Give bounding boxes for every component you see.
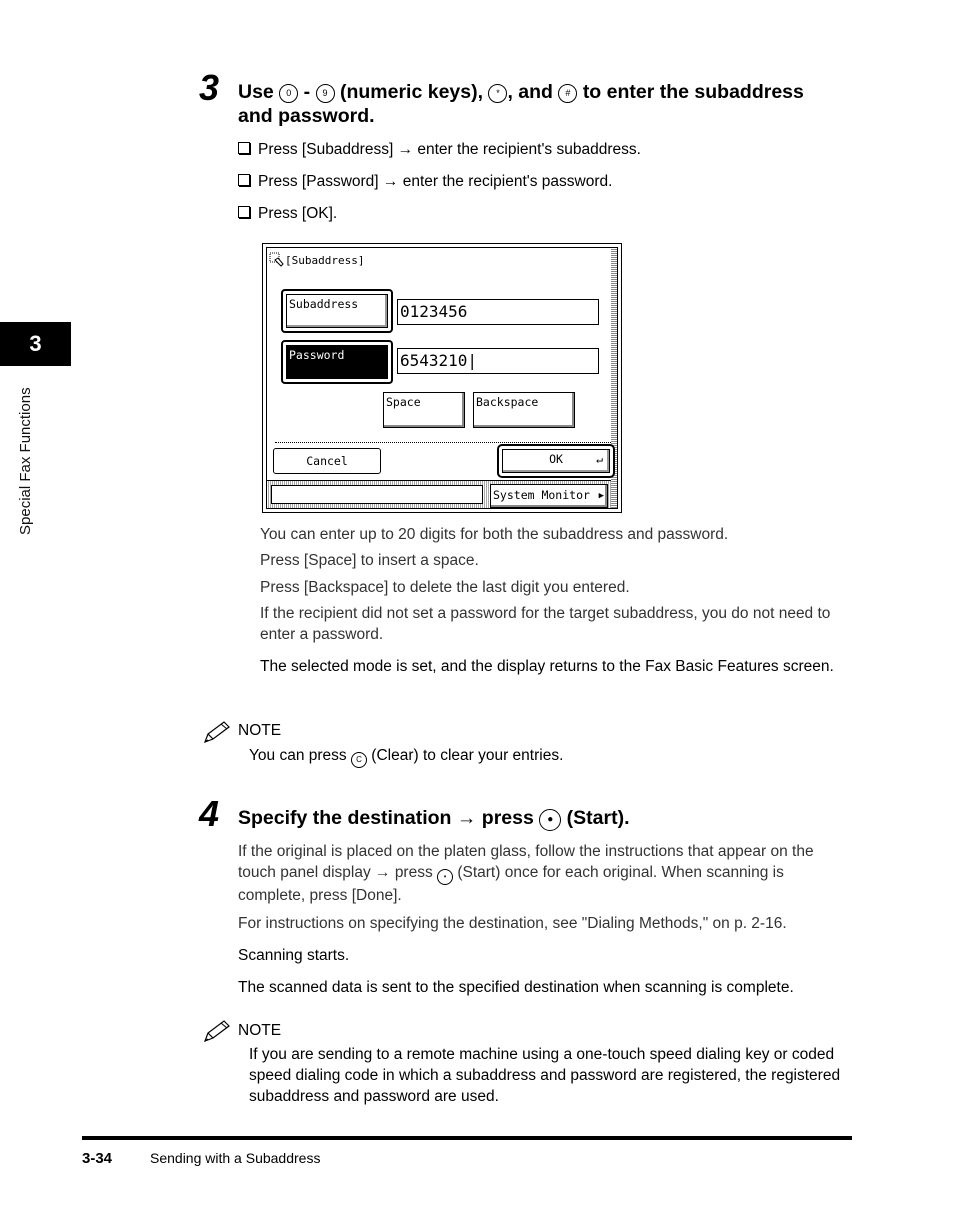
screen-title-row xyxy=(269,252,364,268)
footer-section-title: Sending with a Subaddress xyxy=(150,1150,321,1166)
title-numeric-keys: (numeric keys), xyxy=(339,81,484,103)
panel-separator xyxy=(275,442,611,443)
pencil-icon xyxy=(202,1019,232,1050)
start-key-icon: ● xyxy=(539,809,561,831)
instruction-text xyxy=(238,841,850,906)
screen-title: [Subaddress] xyxy=(285,253,365,267)
note-text xyxy=(249,745,849,768)
title-and: , and xyxy=(507,81,553,103)
space-button[interactable] xyxy=(383,392,465,428)
hand-keypad-icon xyxy=(269,252,285,268)
cancel-button[interactable] xyxy=(273,448,381,474)
status-message-area xyxy=(271,485,483,504)
info-text: If the recipient did not set a password for the target subaddress, you do not need to enter a password. xyxy=(260,605,831,643)
note-text: If you are sending to a remote machine using a one-touch speed dialing key or coded speed dialing code in which a subaddress and password are registered, the registered subaddress and password are used. xyxy=(249,1046,841,1105)
password-button-label: Password xyxy=(289,348,345,362)
note-text-after: (Clear) to clear your entries. xyxy=(371,747,564,764)
step-4-title-before: Specify the destination → press xyxy=(238,807,534,829)
info-text: Press [Backspace] to delete the last digit you entered. xyxy=(260,579,630,596)
info-text: You can enter up to 20 digits for both the subaddress and password. xyxy=(260,526,729,543)
subaddress-button[interactable] xyxy=(281,289,393,333)
result-text: Scanning starts. xyxy=(238,947,350,964)
title-line2: and password. xyxy=(238,105,375,127)
title-dash: - xyxy=(303,81,311,103)
check-item xyxy=(238,205,337,223)
result-text: The scanned data is sent to the specified destination when scanning is complete. xyxy=(238,979,794,996)
enter-arrow-icon: ↵ xyxy=(596,452,603,466)
result-text: The selected mode is set, and the display returns to the Fax Basic Features screen. xyxy=(260,658,834,675)
check-text: Press [Password] → enter the recipient's password. xyxy=(258,173,613,190)
clear-key-icon: C xyxy=(351,752,367,768)
triangle-right-icon: ▶ xyxy=(598,491,604,501)
start-key-icon: • xyxy=(437,869,453,885)
system-monitor-button[interactable] xyxy=(490,484,608,508)
space-button-label: Space xyxy=(386,395,421,409)
instruction-text-after: (Start) once for each original. When scanning is complete, press [Done]. xyxy=(238,864,784,904)
check-text: Press [OK]. xyxy=(258,205,338,222)
touch-panel-screen xyxy=(262,243,622,513)
password-field[interactable]: 6543210| xyxy=(397,348,599,374)
checkbox-icon xyxy=(238,142,250,154)
step-4-title xyxy=(238,806,858,831)
title-rest: to enter the subaddress xyxy=(582,81,804,103)
step-3-title xyxy=(238,80,858,128)
pencil-icon xyxy=(202,720,232,751)
check-item xyxy=(238,173,612,191)
touch-panel-inner xyxy=(266,247,618,509)
password-button[interactable] xyxy=(281,340,393,384)
check-item xyxy=(238,141,641,159)
footer-rule xyxy=(82,1136,852,1140)
step-4-number: 4 xyxy=(199,793,220,834)
backspace-button[interactable] xyxy=(473,392,575,428)
info-text: Press [Space] to insert a space. xyxy=(260,552,479,569)
ok-button-label: OK xyxy=(549,452,563,466)
key-star-icon: * xyxy=(488,84,507,103)
instruction-text-before: If the original is placed on the platen glass, follow the instructions that appear on the touch panel display → press xyxy=(238,843,814,881)
check-text: Press [Subaddress] → enter the recipient's subaddress. xyxy=(258,141,641,158)
note-label: NOTE xyxy=(238,722,282,739)
chapter-section-label: Special Fax Functions xyxy=(17,387,34,535)
checkbox-icon xyxy=(238,174,250,186)
subaddress-field[interactable]: 0123456 xyxy=(397,299,599,325)
title-text-use: Use xyxy=(238,81,274,103)
key-9-icon: 9 xyxy=(316,84,335,103)
system-monitor-label: System Monitor xyxy=(493,488,590,502)
subaddress-button-label: Subaddress xyxy=(289,297,359,311)
reference-text: For instructions on specifying the destination, see "Dialing Methods," on p. 2-16. xyxy=(238,915,787,932)
key-hash-icon: # xyxy=(558,84,577,103)
cancel-button-label: Cancel xyxy=(306,454,348,468)
chapter-tab xyxy=(0,322,71,366)
note-label: NOTE xyxy=(238,1022,282,1039)
status-bar xyxy=(267,480,611,508)
backspace-button-label: Backspace xyxy=(476,395,539,409)
ok-button[interactable] xyxy=(497,444,615,478)
step-4-title-after: (Start). xyxy=(566,807,630,829)
chapter-number: 3 xyxy=(29,331,42,356)
note-text-before: You can press xyxy=(249,747,347,764)
checkbox-icon xyxy=(238,206,250,218)
key-0-icon: 0 xyxy=(279,84,298,103)
step-3-number: 3 xyxy=(199,67,220,108)
page-number: 3-34 xyxy=(82,1150,113,1167)
